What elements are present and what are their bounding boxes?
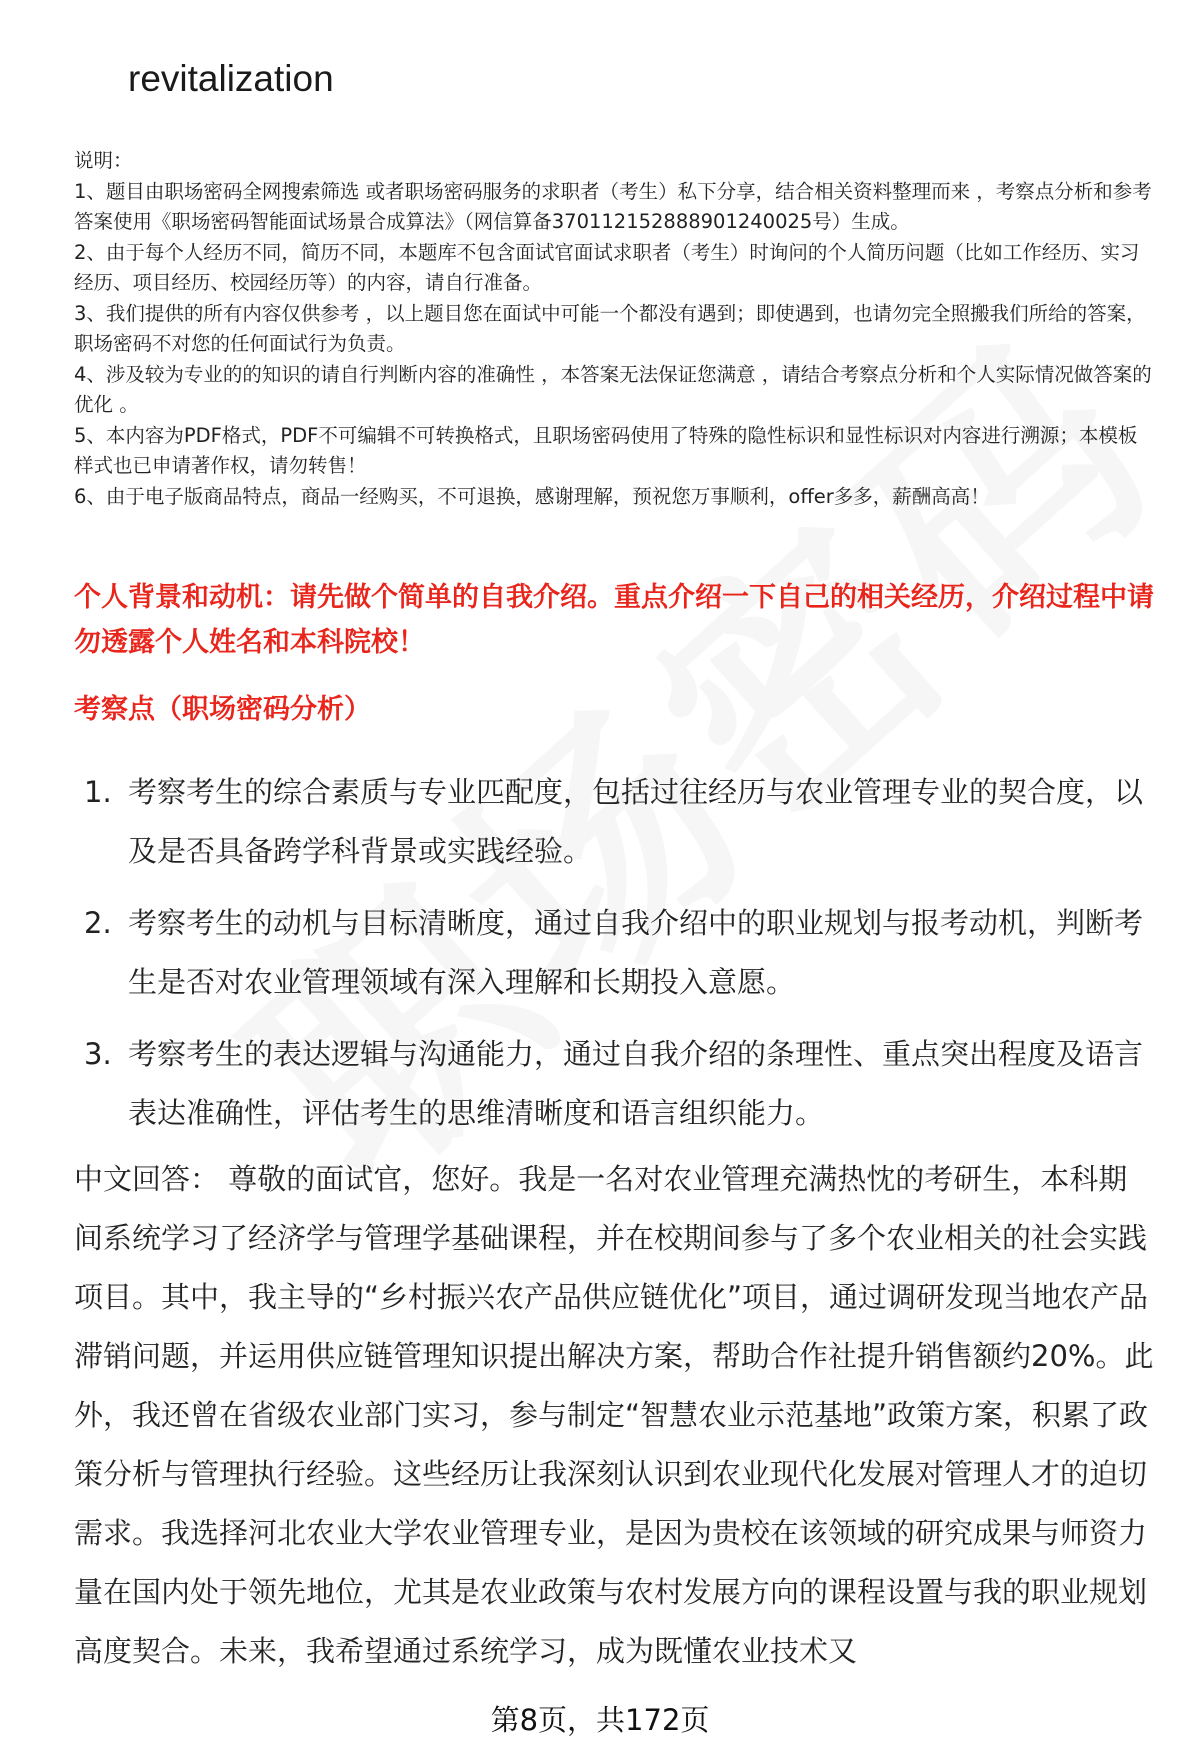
- analysis-points: [84, 763, 1154, 1156]
- point-number: 2.: [84, 906, 112, 940]
- point-text: 考察考生的综合素质与专业匹配度，包括过往经历与农业管理专业的契合度，以及是否具备跨学科背景或实践经验。: [128, 775, 1144, 868]
- point-text: 考察考生的动机与目标清晰度，通过自我介绍中的职业规划与报考动机，判断考生是否对农业管理领域有深入理解和长期投入意愿。: [128, 906, 1144, 999]
- analysis-point: [84, 1025, 1154, 1143]
- notes-item: 5、本内容为PDF格式，PDF不可编辑不可转换格式，且职场密码使用了特殊的隐性标识和显性标识对内容进行溯源；本模板样式也已申请著作权，请勿转售！: [74, 423, 1138, 477]
- notes-item: 6、由于电子版商品特点，商品一经购买，不可退换，感谢理解，预祝您万事顺利，offer多多，薪酬高高！: [74, 484, 990, 508]
- point-text: 考察考生的表达逻辑与沟通能力，通过自我介绍的条理性、重点突出程度及语言表达准确性，评估考生的思维清晰度和语言组织能力。: [128, 1037, 1144, 1130]
- notes-item: 4、涉及较为专业的的知识的请自行判断内容的准确性 ，本答案无法保证您满意 ，请结合考察点分析和个人实际情况做答案的优化 。: [74, 362, 1152, 416]
- notes-heading: 说明：: [74, 149, 133, 172]
- interview-question: 个人背景和动机：请先做个简单的自我介绍。重点介绍一下自己的相关经历，介绍过程中请勿透露个人姓名和本科院校！: [74, 582, 1154, 658]
- analysis-point: [84, 763, 1154, 881]
- analysis-point: [84, 894, 1154, 1012]
- notes-block: [74, 146, 1154, 512]
- notes-item: 3、我们提供的所有内容仅供参考 ，以上题目您在面试中可能一个都没有遇到；即使遇到，也请勿完全照搬我们所给的答案，职场密码不对您的任何面试行为负责。: [74, 301, 1146, 355]
- analysis-title: 考察点（职场密码分析）: [74, 694, 371, 725]
- point-number: 1.: [84, 775, 112, 809]
- page-footer: 第8页，共172页: [490, 1703, 710, 1737]
- notes-item: 2、由于每个人经历不同，简历不同，本题库不包含面试官面试求职者（考生）时询问的个人简历问题（比如工作经历、实习经历、项目经历、校园经历等）的内容，请自行准备。: [74, 240, 1140, 294]
- answer-text: 中文回答： 尊敬的面试官，您好。我是一名对农业管理充满热忱的考研生，本科期间系统学习了经济学与管理学基础课程，并在校期间参与了多个农业相关的社会实践项目。其中，我主导的“乡村振兴农产品供应链优化”项目，通过调研发现当地农产品滞销问题，并运用供应链管理知识提出解决方案，帮助合作社提升销售额约20%。此外，我还曾在省级农业部门实习，参与制定“智慧农业示范基地”政策方案，积累了政策分析与管理执行经验。这些经历让我深刻认识到农业现代化发展对管理人才的迫切需求。我选择河北农业大学农业管理专业，是因为贵校在该领域的研究成果与师资力量在国内处于领先地位，尤其是农业政策与农村发展方向的课程设置与我的职业规划高度契合。未来，我希望通过系统学习，成为既懂农业技术又: [74, 1162, 1154, 1668]
- top-word: revitalization: [128, 58, 334, 99]
- point-number: 3.: [84, 1037, 112, 1071]
- notes-item: 1、题目由职场密码全网搜索筛选 或者职场密码服务的求职者（考生）私下分享，结合相关资料整理而来 ，考察点分析和参考答案使用《职场密码智能面试场景合成算法》（网信算备370112152888901240025号）生成。: [74, 179, 1152, 233]
